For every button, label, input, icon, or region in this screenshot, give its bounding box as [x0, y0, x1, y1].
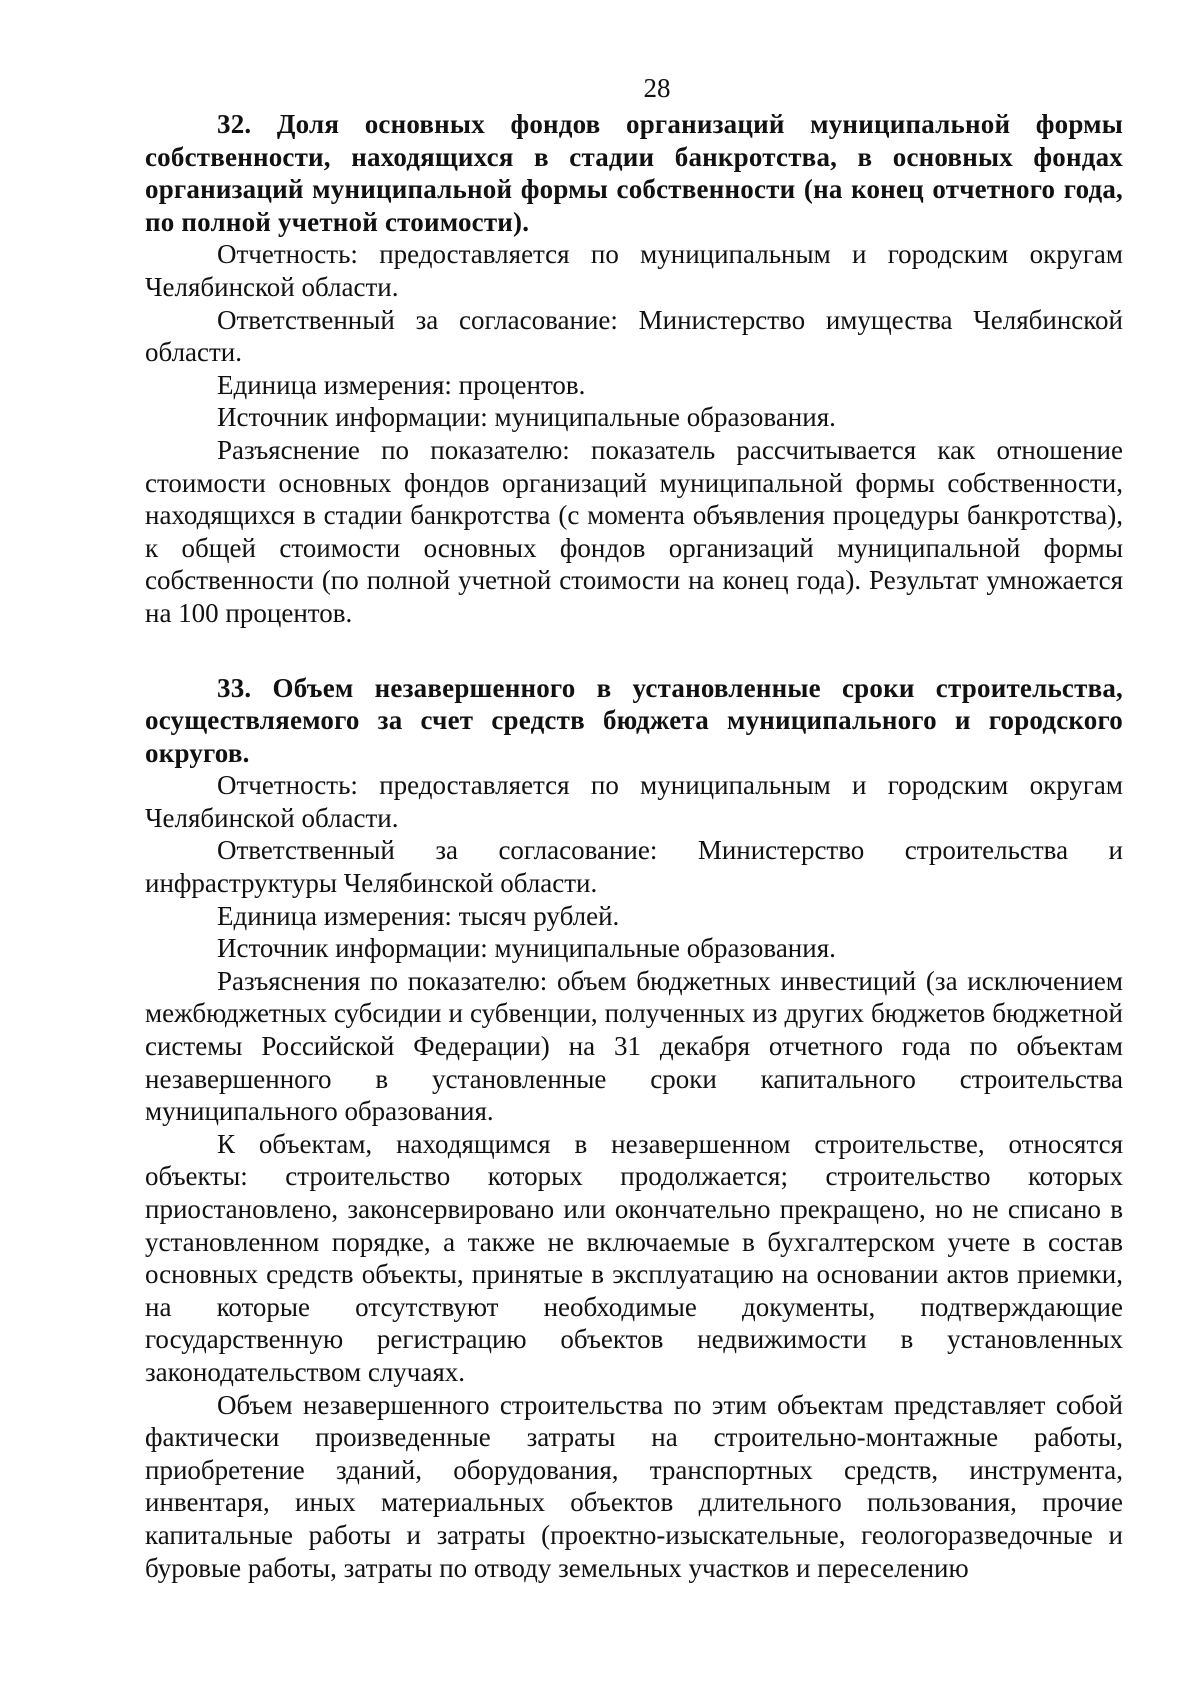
section-32-source: Источник информации: муниципальные образования.	[217, 402, 836, 433]
document-page	[145, 0, 1123, 1584]
section-33-source: Источник информации: муниципальные образования.	[217, 933, 836, 964]
section-33	[145, 672, 1123, 1585]
section-32	[145, 108, 1123, 630]
section-33-explanation: Разъяснения по показателю: объем бюджетных инвестиций (за исключением межбюджетных субсидии и субвенции, полученных из других бюджетов бюджетной системы Российской Федерации) на 31 декабря отчетного года по объектам незавершенного в установленные сроки капитального строительства муниципального образования.	[145, 965, 1123, 1127]
section-33-heading: 33. Объем незавершенного в установленные сроки строительства, осуществляемого за счет средств бюджета муниципального и городского округов.	[145, 672, 1123, 768]
section-33-unit: Единица измерения: тысяч рублей.	[217, 900, 620, 931]
page-number: 28	[643, 73, 671, 103]
section-spacer	[145, 630, 1123, 672]
section-32-unit: Единица измерения: процентов.	[217, 369, 586, 400]
section-32-responsible: Ответственный за согласование: Министерство имущества Челябинской области.	[145, 304, 1123, 368]
section-33-objects-definition: К объектам, находящимся в незавершенном строительстве, относятся объекты: строительство которых продолжается; строительство которых приостановлено, законсервировано или окончательно прекращено, но не списано в установленном порядке, а также не включаемые в бухгалтерском учете в состав основных средств объекты, принятые в эксплуатацию на основании актов приемки, на которые отсутствуют необходимые документы, подтверждающие государственную регистрацию объектов недвижимости в установленных законодательством случаях.	[145, 1128, 1123, 1387]
section-32-reporting: Отчетность: предоставляется по муниципальным и городским округам Челябинской области.	[145, 239, 1123, 302]
section-32-heading: 32. Доля основных фондов организаций муниципальной формы собственности, находящихся в стадии банкротства, в основных фондах организаций муниципальной формы собственности (на конец отчетного года, по полной учетной стоимости).	[145, 109, 1123, 237]
section-33-volume-definition: Объем незавершенного строительства по этим объектам представляет собой фактически произведенные затраты на строительно-монтажные работы, приобретение зданий, оборудования, транспортных средств, инструмента, инвентаря, иных материальных объектов длительного пользования, прочие капитальные работы и затраты (проектно-изыскательные, геологоразведочные и буровые работы, затраты по отводу земельных участков и переселению	[145, 1389, 1123, 1583]
section-33-reporting: Отчетность: предоставляется по муниципальным и городским округам Челябинской области.	[145, 770, 1123, 833]
section-33-responsible: Ответственный за согласование: Министерство строительства и инфраструктуры Челябинской области.	[145, 835, 1123, 899]
section-32-explanation: Разъяснение по показателю: показатель рассчитывается как отношение стоимости основных фондов организаций муниципальной формы собственности, находящихся в стадии банкротства (с момента объявления процедуры банкротства), к общей стоимости основных фондов организаций муниципальной формы собственности (по полной учетной стоимости на конец года). Результат умножается на 100 процентов.	[145, 434, 1123, 628]
